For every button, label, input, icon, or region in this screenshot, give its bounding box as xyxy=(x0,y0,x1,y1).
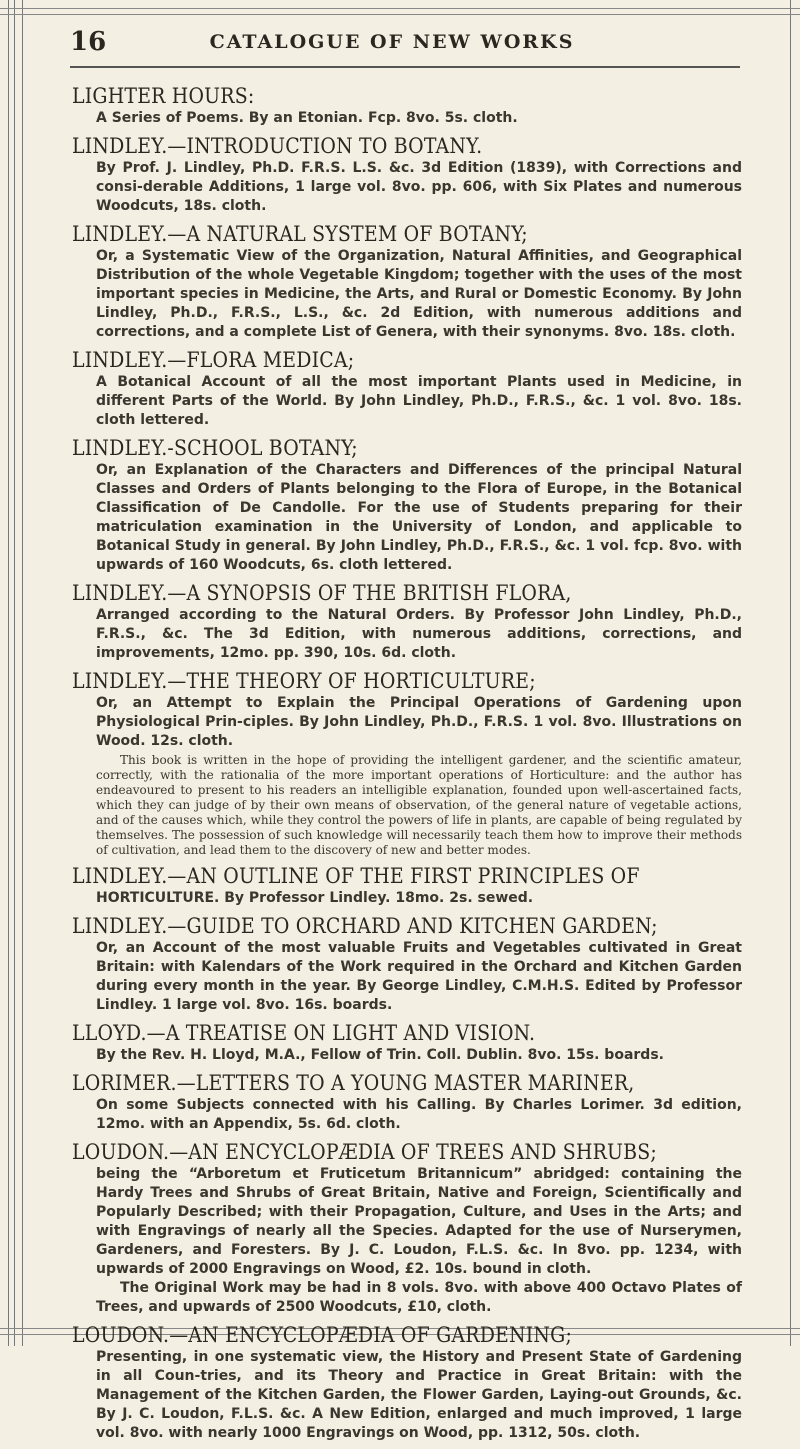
entry-title: LINDLEY.—FLORA MEDICA; xyxy=(72,348,355,372)
entry-description: Or, a Systematic View of the Organization, Natural Affinities, and Geographical Distribution of the whole Vegetable Kingdom; together with the uses of the most important species in Medicine, the Arts, and Rural or Domestic Economy. By John Lindley, Ph.D., F.R.S., L.S., &c. 2d Edition, with numerous additions and corrections, and a complete List of Genera, with their synonyms. 8vo. 18s. cloth. xyxy=(96,248,742,340)
catalogue-entry xyxy=(72,1071,742,1134)
top-edge-line xyxy=(0,8,800,9)
catalogue-entry xyxy=(72,134,742,216)
page-edge-line xyxy=(14,0,15,1346)
entry-title: LOUDON.—AN ENCYCLOPÆDIA OF GARDENING; xyxy=(72,1323,573,1347)
entry-title: LINDLEY.—A SYNOPSIS OF THE BRITISH FLORA, xyxy=(72,581,572,605)
page-header xyxy=(70,22,740,62)
entry-title: LINDLEY.—AN OUTLINE OF THE FIRST PRINCIPLES OF xyxy=(72,864,640,888)
catalogue-entry xyxy=(72,348,742,430)
entry-title: LORIMER.—LETTERS TO A YOUNG MASTER MARINER, xyxy=(72,1071,635,1095)
catalogue-entry xyxy=(72,1021,742,1065)
entry-description: HORTICULTURE. By Professor Lindley. 18mo. 2s. sewed. xyxy=(96,890,534,906)
entry-title: LINDLEY.—INTRODUCTION TO BOTANY. xyxy=(72,134,483,158)
catalogue-entries xyxy=(72,84,742,1449)
entry-description-extra: The Original Work may be had in 8 vols. 8vo. with above 400 Octavo Plates of Trees, and upwards of 2500 Woodcuts, £10, cloth. xyxy=(96,1280,742,1315)
entry-description: Or, an Explanation of the Characters and Differences of the principal Natural Classes and Orders of Plants belonging to the Flora of Europe, in the Botanical Classification of De Candolle. For the use of Students preparing for their matriculation examination in the University of London, and applicable to Botanical Study in general. By John Lindley, Ph.D., F.R.S., &c. 1 vol. fcp. 8vo. with upwards of 160 Woodcuts, 6s. cloth lettered. xyxy=(96,462,742,573)
header-rule xyxy=(70,66,740,68)
entry-description: Or, an Account of the most valuable Fruits and Vegetables cultivated in Great Britain: with Kalendars of the Work required in the Orchard and Kitchen Garden during every month in the year. By George Lindley, C.M.H.S. Edited by Professor Lindley. 1 large vol. 8vo. 16s. boards. xyxy=(96,940,742,1013)
entry-description: Or, an Attempt to Explain the Principal Operations of Gardening upon Physiological Prin-ciples. By John Lindley, Ph.D., F.R.S. 1 vol. 8vo. Illustrations on Wood. 12s. cloth. xyxy=(96,695,742,749)
catalogue-entry xyxy=(72,669,742,858)
entry-description: being the “Arboretum et Fruticetum Britannicum” abridged: containing the Hardy Trees and Shrubs of Great Britain, Native and Foreign, Scientifically and Popularly Described; with their Propagation, Culture, and Uses in the Arts; and with Engravings of nearly all the Species. Adapted for the use of Nurserymen, Gardeners, and Foresters. By J. C. Loudon, F.L.S. &c. In 8vo. pp. 1234, with upwards of 2000 Engravings on Wood, £2. 10s. bound in cloth. xyxy=(96,1166,742,1277)
entry-description: By Prof. J. Lindley, Ph.D. F.R.S. L.S. &c. 3d Edition (1839), with Corrections and consi-derable Additions, 1 large vol. 8vo. pp. 606, with Six Plates and numerous Woodcuts, 18s. cloth. xyxy=(96,160,742,214)
entry-title: LIGHTER HOURS: xyxy=(72,84,255,108)
entry-title: LINDLEY.—A NATURAL SYSTEM OF BOTANY; xyxy=(72,222,528,246)
page-number: 16 xyxy=(70,27,107,57)
catalogue-entry xyxy=(72,436,742,575)
top-edge-line xyxy=(0,14,800,15)
entry-title: LINDLEY.—GUIDE TO ORCHARD AND KITCHEN GARDEN; xyxy=(72,914,658,938)
entry-description: Arranged according to the Natural Orders. By Professor John Lindley, Ph.D., F.R.S., &c. The 3d Edition, with numerous additions, corrections, and improvements, 12mo. pp. 390, 10s. 6d. cloth. xyxy=(96,607,742,661)
catalogue-entry xyxy=(72,1323,742,1443)
catalogue-entry xyxy=(72,914,742,1015)
entry-description: A Botanical Account of all the most important Plants used in Medicine, in different Parts of the World. By John Lindley, Ph.D., F.R.S., &c. 1 vol. 8vo. 18s. cloth lettered. xyxy=(96,374,742,428)
catalogue-entry xyxy=(72,84,742,128)
entry-description: Presenting, in one systematic view, the History and Present State of Gardening in all Coun-tries, and its Theory and Practice in Great Britain: with the Management of the Kitchen Garden, the Flower Garden, Laying-out Grounds, &c. By J. C. Loudon, F.L.S. &c. A New Edition, enlarged and much improved, 1 large vol. 8vo. with nearly 1000 Engravings on Wood, pp. 1312, 50s. cloth. xyxy=(96,1349,742,1441)
entry-title: LLOYD.—A TREATISE ON LIGHT AND VISION. xyxy=(72,1021,536,1045)
entry-title: LINDLEY.—THE THEORY OF HORTICULTURE; xyxy=(72,669,536,693)
catalogue-entry xyxy=(72,1140,742,1317)
entry-title: LINDLEY.-SCHOOL BOTANY; xyxy=(72,436,358,460)
catalogue-entry xyxy=(72,864,742,908)
page-edge-line xyxy=(22,0,23,1346)
page-edge-line xyxy=(8,0,9,1346)
entry-description: A Series of Poems. By an Etonian. Fcp. 8vo. 5s. cloth. xyxy=(96,110,518,126)
running-title: CATALOGUE OF NEW WORKS xyxy=(209,31,575,53)
entry-description: On some Subjects connected with his Calling. By Charles Lorimer. 3d edition, 12mo. with an Appendix, 5s. 6d. cloth. xyxy=(96,1097,742,1132)
entry-title: LOUDON.—AN ENCYCLOPÆDIA OF TREES AND SHRUBS; xyxy=(72,1140,657,1164)
catalogue-entry xyxy=(72,222,742,342)
catalogue-entry xyxy=(72,581,742,663)
entry-note: This book is written in the hope of providing the intelligent gardener, and the scientific amateur, correctly, with the rationalia of the more important operations of Horticulture: and the author has endeavoured to present to his readers an intelligible explanation, founded upon well-ascertained facts, which they can judge of by their own means of observation, of the general nature of vegetable actions, and of the causes which, while they control the powers of life in plants, are capable of being regulated by themselves. The possession of such knowledge will necessarily teach them how to improve their methods of cultivation, and lead them to the discovery of new and better modes. xyxy=(96,753,742,857)
entry-description: By the Rev. H. Lloyd, M.A., Fellow of Trin. Coll. Dublin. 8vo. 15s. boards. xyxy=(96,1047,664,1063)
page-edge-line xyxy=(790,0,791,1346)
